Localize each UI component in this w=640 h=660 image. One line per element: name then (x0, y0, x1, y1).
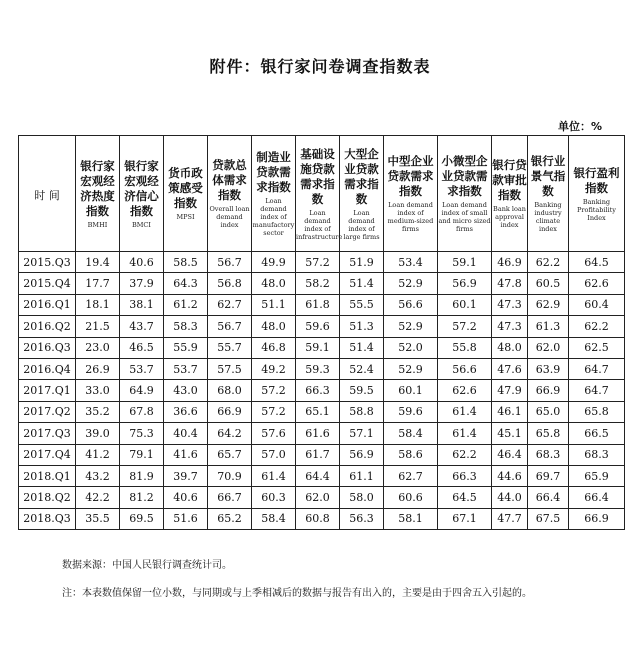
value-cell: 61.3 (528, 316, 569, 337)
time-cell: 2017.Q4 (19, 444, 76, 465)
value-cell: 18.1 (76, 294, 120, 315)
value-cell: 57.2 (296, 252, 340, 273)
time-cell: 2016.Q1 (19, 294, 76, 315)
value-cell: 39.0 (76, 423, 120, 444)
value-cell: 38.1 (120, 294, 164, 315)
value-cell: 52.9 (384, 358, 438, 379)
value-cell: 69.5 (120, 508, 164, 529)
value-cell: 66.7 (208, 487, 252, 508)
value-cell: 64.9 (120, 380, 164, 401)
value-cell: 46.5 (120, 337, 164, 358)
value-cell: 44.0 (492, 487, 528, 508)
time-header-label: 时 间 (34, 189, 60, 202)
time-cell: 2016.Q4 (19, 358, 76, 379)
value-cell: 66.4 (569, 487, 625, 508)
value-cell: 58.8 (340, 401, 384, 422)
value-cell: 59.1 (438, 252, 492, 273)
column-header (492, 136, 528, 252)
column-header-en: MPSI (176, 213, 195, 221)
value-cell: 17.7 (76, 273, 120, 294)
value-cell: 66.3 (296, 380, 340, 401)
value-cell: 65.8 (569, 401, 625, 422)
value-cell: 41.2 (76, 444, 120, 465)
value-cell: 70.9 (208, 465, 252, 486)
value-cell: 56.7 (208, 316, 252, 337)
value-cell: 62.0 (528, 337, 569, 358)
column-header-en: Loan demand index of large firms (343, 208, 380, 241)
table-row (19, 252, 625, 273)
column-header-zh: 银行家宏观经济信心指数 (124, 158, 159, 218)
value-cell: 47.6 (492, 358, 528, 379)
value-cell: 65.8 (528, 423, 569, 444)
table-body (19, 252, 625, 530)
value-cell: 60.8 (296, 508, 340, 529)
value-cell: 43.7 (120, 316, 164, 337)
value-cell: 52.9 (384, 273, 438, 294)
time-cell: 2018.Q1 (19, 465, 76, 486)
value-cell: 65.1 (296, 401, 340, 422)
column-header-en: Loan demand index of small and micro sized firms (438, 201, 491, 233)
value-cell: 53.7 (164, 358, 208, 379)
value-cell: 59.5 (340, 380, 384, 401)
value-cell: 26.9 (76, 358, 120, 379)
column-header-zh: 货币政策感受指数 (168, 166, 203, 210)
value-cell: 51.4 (340, 337, 384, 358)
column-header (296, 136, 343, 252)
column-header-zh: 银行贷款审批指数 (492, 158, 527, 202)
time-cell: 2018.Q2 (19, 487, 76, 508)
value-cell: 62.0 (296, 487, 340, 508)
value-cell: 56.9 (438, 273, 492, 294)
value-cell: 51.4 (340, 273, 384, 294)
value-cell: 61.7 (296, 444, 340, 465)
value-cell: 64.7 (569, 380, 625, 401)
column-header-zh: 贷款总体需求指数 (212, 158, 247, 202)
value-cell: 55.9 (164, 337, 208, 358)
value-cell: 75.3 (120, 423, 164, 444)
value-cell: 60.5 (528, 273, 569, 294)
value-cell: 65.2 (208, 508, 252, 529)
value-cell: 44.6 (492, 465, 528, 486)
value-cell: 58.0 (340, 487, 384, 508)
value-cell: 59.6 (296, 316, 340, 337)
value-cell: 65.7 (208, 444, 252, 465)
column-header (569, 136, 625, 252)
value-cell: 51.1 (252, 294, 296, 315)
value-cell: 40.6 (120, 252, 164, 273)
value-cell: 64.4 (296, 465, 340, 486)
value-cell: 69.7 (528, 465, 569, 486)
value-cell: 48.0 (252, 273, 296, 294)
value-cell: 58.6 (384, 444, 438, 465)
value-cell: 61.8 (296, 294, 340, 315)
value-cell: 47.3 (492, 316, 528, 337)
value-cell: 79.1 (120, 444, 164, 465)
value-cell: 56.7 (208, 252, 252, 273)
value-cell: 46.9 (492, 252, 528, 273)
value-cell: 48.0 (252, 316, 296, 337)
value-cell: 62.2 (528, 252, 569, 273)
value-cell: 64.5 (438, 487, 492, 508)
column-header-en: Loan demand index of manufactory sector (252, 197, 295, 237)
value-cell: 61.4 (438, 423, 492, 444)
time-cell: 2016.Q2 (19, 316, 76, 337)
value-cell: 64.5 (569, 252, 625, 273)
value-cell: 64.7 (569, 358, 625, 379)
column-header-en: Banking industry climate index (534, 201, 562, 233)
table-row (19, 423, 625, 444)
value-cell: 65.9 (569, 465, 625, 486)
value-cell: 57.0 (252, 444, 296, 465)
value-cell: 61.6 (296, 423, 340, 444)
value-cell: 56.3 (340, 508, 384, 529)
value-cell: 60.1 (384, 380, 438, 401)
value-cell: 61.1 (340, 465, 384, 486)
value-cell: 63.9 (528, 358, 569, 379)
table-row (19, 487, 625, 508)
table-row (19, 337, 625, 358)
value-cell: 55.8 (438, 337, 492, 358)
column-header-zh: 银行家宏观经济热度指数 (80, 158, 115, 218)
value-cell: 47.7 (492, 508, 528, 529)
column-header (164, 136, 208, 252)
value-cell: 62.6 (569, 273, 625, 294)
value-cell: 67.5 (528, 508, 569, 529)
table-row (19, 465, 625, 486)
value-cell: 57.2 (252, 401, 296, 422)
value-cell: 62.7 (208, 294, 252, 315)
column-header-zh: 小微型企业贷款需求指数 (441, 154, 488, 198)
data-source: 数据来源：中国人民银行调查统计司。 (62, 560, 232, 571)
value-cell: 67.1 (438, 508, 492, 529)
value-cell: 53.4 (384, 252, 438, 273)
value-cell: 62.9 (528, 294, 569, 315)
table-row (19, 444, 625, 465)
column-header (438, 136, 492, 252)
value-cell: 66.9 (569, 508, 625, 529)
value-cell: 53.7 (120, 358, 164, 379)
time-cell: 2017.Q3 (19, 423, 76, 444)
value-cell: 56.8 (208, 273, 252, 294)
time-cell: 2015.Q4 (19, 273, 76, 294)
value-cell: 58.5 (164, 252, 208, 273)
table-row (19, 273, 625, 294)
value-cell: 58.4 (252, 508, 296, 529)
column-header-zh: 基础设施贷款需求指数 (300, 146, 335, 206)
column-header-zh: 银行盈利指数 (573, 165, 620, 195)
value-cell: 47.8 (492, 273, 528, 294)
value-cell: 42.2 (76, 487, 120, 508)
value-cell: 66.9 (208, 401, 252, 422)
value-cell: 40.6 (164, 487, 208, 508)
value-cell: 58.2 (296, 273, 340, 294)
table-header (19, 136, 625, 252)
column-header (252, 136, 296, 252)
value-cell: 57.1 (340, 423, 384, 444)
value-cell: 59.6 (384, 401, 438, 422)
column-header-en: Loan demand index of infrastructure (296, 208, 343, 241)
table-row (19, 316, 625, 337)
column-header-en: Overall loan demand index (209, 205, 250, 229)
value-cell: 56.6 (384, 294, 438, 315)
value-cell: 36.6 (164, 401, 208, 422)
value-cell: 23.0 (76, 337, 120, 358)
value-cell: 62.7 (384, 465, 438, 486)
column-header-en: Bank loan approval index (493, 205, 526, 229)
value-cell: 56.6 (438, 358, 492, 379)
value-cell: 62.2 (438, 444, 492, 465)
value-cell: 61.2 (164, 294, 208, 315)
value-cell: 41.6 (164, 444, 208, 465)
value-cell: 57.2 (252, 380, 296, 401)
column-header (384, 136, 438, 252)
value-cell: 49.2 (252, 358, 296, 379)
value-cell: 55.5 (340, 294, 384, 315)
column-header-en: Banking Profitability Index (577, 197, 616, 222)
value-cell: 51.3 (340, 316, 384, 337)
value-cell: 56.9 (340, 444, 384, 465)
table-row (19, 380, 625, 401)
value-cell: 48.0 (492, 337, 528, 358)
column-header (208, 136, 252, 252)
value-cell: 55.7 (208, 337, 252, 358)
value-cell: 59.1 (296, 337, 340, 358)
value-cell: 19.4 (76, 252, 120, 273)
column-header (528, 136, 569, 252)
value-cell: 35.2 (76, 401, 120, 422)
time-cell: 2017.Q2 (19, 401, 76, 422)
value-cell: 51.9 (340, 252, 384, 273)
value-cell: 47.9 (492, 380, 528, 401)
time-column-header (19, 136, 76, 252)
value-cell: 60.6 (384, 487, 438, 508)
value-cell: 52.9 (384, 316, 438, 337)
time-cell: 2016.Q3 (19, 337, 76, 358)
value-cell: 58.3 (164, 316, 208, 337)
value-cell: 59.3 (296, 358, 340, 379)
value-cell: 52.0 (384, 337, 438, 358)
value-cell: 68.3 (569, 444, 625, 465)
column-header-en: BMCI (132, 220, 151, 229)
value-cell: 57.2 (438, 316, 492, 337)
value-cell: 43.0 (164, 380, 208, 401)
value-cell: 81.2 (120, 487, 164, 508)
value-cell: 21.5 (76, 316, 120, 337)
value-cell: 61.4 (252, 465, 296, 486)
table-row (19, 508, 625, 529)
column-header-zh: 中型企业贷款需求指数 (387, 154, 434, 198)
column-header (76, 136, 120, 252)
value-cell: 66.9 (528, 380, 569, 401)
value-cell: 62.6 (438, 380, 492, 401)
value-cell: 68.0 (208, 380, 252, 401)
value-cell: 62.5 (569, 337, 625, 358)
value-cell: 60.4 (569, 294, 625, 315)
value-cell: 60.3 (252, 487, 296, 508)
value-cell: 65.0 (528, 401, 569, 422)
table-row (19, 294, 625, 315)
value-cell: 40.4 (164, 423, 208, 444)
value-cell: 45.1 (492, 423, 528, 444)
time-cell: 2018.Q3 (19, 508, 76, 529)
column-header (340, 136, 384, 252)
value-cell: 81.9 (120, 465, 164, 486)
column-header (120, 136, 164, 252)
value-cell: 67.8 (120, 401, 164, 422)
footnote: 注：本表数值保留一位小数，与同期或与上季相减后的数据与报告有出入的，主要是由于四舍五入引起的。 (62, 588, 532, 599)
value-cell: 43.2 (76, 465, 120, 486)
value-cell: 68.3 (528, 444, 569, 465)
value-cell: 52.4 (340, 358, 384, 379)
time-cell: 2017.Q1 (19, 380, 76, 401)
value-cell: 61.4 (438, 401, 492, 422)
time-cell: 2015.Q3 (19, 252, 76, 273)
value-cell: 58.1 (384, 508, 438, 529)
value-cell: 60.1 (438, 294, 492, 315)
value-cell: 66.3 (438, 465, 492, 486)
table-row (19, 401, 625, 422)
value-cell: 57.6 (252, 423, 296, 444)
value-cell: 33.0 (76, 380, 120, 401)
page-title: 附件：银行家问卷调查指数表 (209, 57, 431, 76)
header-row (19, 136, 625, 252)
value-cell: 51.6 (164, 508, 208, 529)
table-row (19, 358, 625, 379)
value-cell: 49.9 (252, 252, 296, 273)
value-cell: 37.9 (120, 273, 164, 294)
value-cell: 66.5 (569, 423, 625, 444)
value-cell: 39.7 (164, 465, 208, 486)
column-header-zh: 银行业景气指数 (530, 154, 566, 198)
value-cell: 46.4 (492, 444, 528, 465)
column-header-zh: 大型企业贷款需求指数 (344, 146, 379, 206)
value-cell: 46.1 (492, 401, 528, 422)
value-cell: 66.4 (528, 487, 569, 508)
value-cell: 62.2 (569, 316, 625, 337)
value-cell: 35.5 (76, 508, 120, 529)
value-cell: 64.2 (208, 423, 252, 444)
column-header-en: Loan demand index of medium-sized firms (387, 201, 434, 233)
value-cell: 58.4 (384, 423, 438, 444)
column-header-zh: 制造业贷款需求指数 (256, 150, 291, 194)
column-header-en: BMHI (87, 220, 108, 229)
value-cell: 46.8 (252, 337, 296, 358)
value-cell: 64.3 (164, 273, 208, 294)
value-cell: 47.3 (492, 294, 528, 315)
unit-label: 单位：% (557, 120, 602, 133)
index-table (18, 135, 625, 530)
value-cell: 57.5 (208, 358, 252, 379)
